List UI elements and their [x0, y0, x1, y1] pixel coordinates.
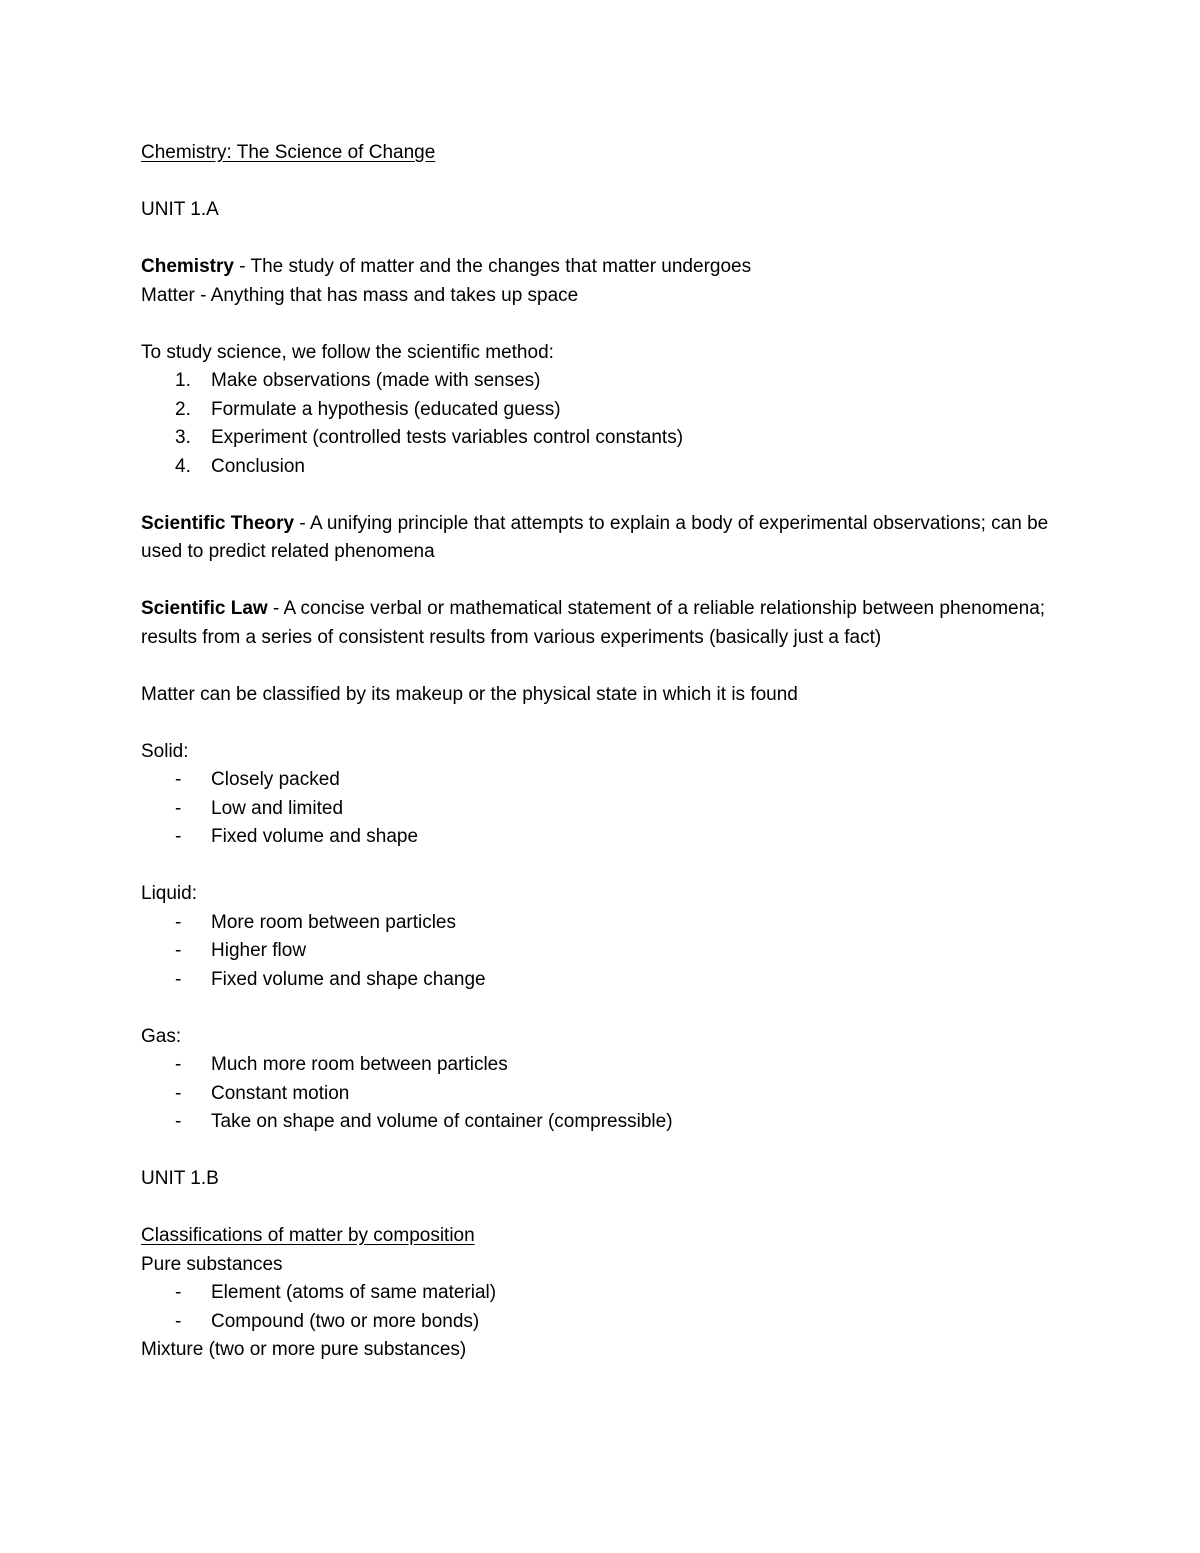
method-intro: To study science, we follow the scientific method: — [141, 341, 554, 363]
step-text: Make observations (made with senses) — [211, 370, 541, 391]
dash-bullet: - — [175, 769, 182, 790]
step-text: Formulate a hypothesis (educated guess) — [211, 398, 561, 420]
unit-1a-heading: UNIT 1.A — [141, 199, 219, 220]
mixture-line: Mixture (two or more pure substances) — [141, 1339, 467, 1360]
dash-bullet: - — [175, 911, 182, 933]
list-item-text: Compound (two or more bonds) — [211, 1310, 480, 1332]
list-item-text: Fixed volume and shape — [211, 826, 419, 847]
classification-sentence: Matter can be classified by its makeup or the physical state in which it is found — [141, 683, 798, 705]
chemistry-definition — [141, 253, 1061, 282]
dash-bullet: - — [175, 1111, 182, 1132]
law-definition — [141, 595, 1061, 652]
list-item — [141, 1080, 1061, 1109]
step-text: Experiment (controlled tests variables control constants) — [211, 427, 684, 448]
chemistry-text: - The study of matter and the changes that matter undergoes — [233, 256, 752, 277]
list-item-text: Element (atoms of same material) — [211, 1282, 497, 1303]
spacer — [141, 852, 1061, 881]
list-item-text: Higher flow — [211, 940, 307, 961]
dash-bullet: - — [175, 1082, 182, 1104]
dash-bullet: - — [175, 1054, 182, 1075]
dash-bullet: - — [175, 968, 182, 990]
list-item — [141, 966, 1061, 995]
step-number: 1. — [175, 370, 191, 391]
list-item-text: Much more room between particles — [211, 1054, 508, 1075]
spacer — [141, 994, 1061, 1023]
dash-bullet: - — [175, 797, 182, 819]
theory-term: Scientific Theory — [141, 512, 295, 534]
document-title: Chemistry: The Science of Change — [141, 142, 436, 163]
list-item-text: Constant motion — [211, 1082, 350, 1104]
step-number: 3. — [175, 427, 191, 448]
liquid-heading: Liquid: — [141, 883, 197, 904]
matter-definition: Matter - Anything that has mass and takes up space — [141, 284, 579, 306]
spacer — [141, 481, 1061, 510]
law-term: Scientific Law — [141, 598, 268, 619]
step-number: 2. — [175, 398, 191, 420]
list-item — [141, 1279, 1061, 1308]
list-item — [141, 1051, 1061, 1080]
list-item — [141, 1108, 1061, 1137]
pure-substances-heading: Pure substances — [141, 1253, 283, 1275]
spacer — [141, 168, 1061, 197]
list-item-text: Closely packed — [211, 769, 340, 790]
unit-1b-heading: UNIT 1.B — [141, 1168, 219, 1189]
spacer — [141, 1137, 1061, 1166]
solid-heading: Solid: — [141, 740, 189, 762]
theory-text: - A unifying principle that attempts to explain a body of experimental observations; can be used to predict related phenomena — [141, 512, 1049, 562]
spacer — [141, 652, 1061, 681]
theory-definition — [141, 510, 1061, 567]
spacer — [141, 709, 1061, 738]
step-text: Conclusion — [211, 455, 305, 477]
dash-bullet: - — [175, 1310, 182, 1332]
list-item-text: More room between particles — [211, 911, 456, 933]
list-item — [141, 766, 1061, 795]
method-step — [141, 367, 1061, 396]
list-item — [141, 795, 1061, 824]
method-step — [141, 396, 1061, 425]
document-page — [141, 139, 1061, 1365]
classifications-heading: Classifications of matter by composition — [141, 1225, 475, 1246]
list-item-text: Take on shape and volume of container (compressible) — [211, 1111, 673, 1132]
dash-bullet: - — [175, 940, 182, 961]
spacer — [141, 1194, 1061, 1223]
law-text: - A concise verbal or mathematical statement of a reliable relationship between phenomena; results from a series of consistent results from various experiments (basically just a fact) — [141, 598, 1046, 648]
list-item — [141, 937, 1061, 966]
dash-bullet: - — [175, 826, 182, 847]
list-item — [141, 823, 1061, 852]
method-step — [141, 424, 1061, 453]
list-item-text: Fixed volume and shape change — [211, 968, 486, 990]
spacer — [141, 310, 1061, 339]
list-item-text: Low and limited — [211, 797, 344, 819]
gas-heading: Gas: — [141, 1025, 182, 1047]
method-step — [141, 453, 1061, 482]
list-item — [141, 909, 1061, 938]
spacer — [141, 225, 1061, 254]
spacer — [141, 567, 1061, 596]
chemistry-term: Chemistry — [141, 256, 234, 277]
step-number: 4. — [175, 455, 191, 477]
list-item — [141, 1308, 1061, 1337]
dash-bullet: - — [175, 1282, 182, 1303]
